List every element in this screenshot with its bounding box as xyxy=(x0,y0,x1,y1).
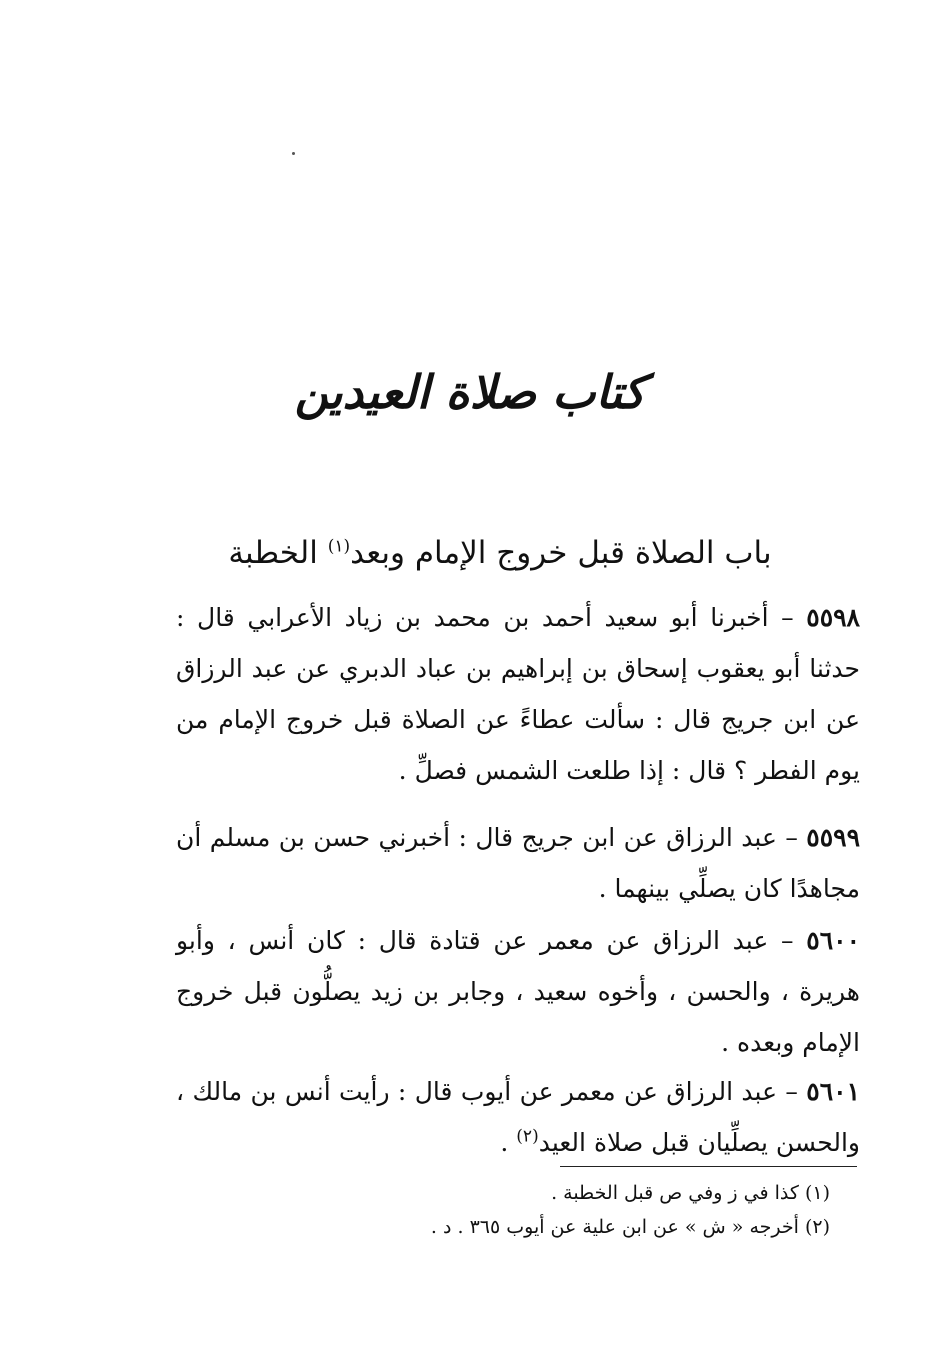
hadith-text: أخبرنا أبو سعيد أحمد بن محمد بن زياد الأعرابي قال : حدثنا أبو يعقوب إسحاق بن إبراهيم بن عباد الدبري عن عبد الرزاق عن ابن جريج قال : سألت عطاءً عن الصلاة قبل خروج الإمام من يوم الفطر ؟ قال : إذا طلعت الشمس فصلِّ . xyxy=(176,603,860,785)
hadith-number: ٥٦٠٠ xyxy=(806,926,860,955)
footnote-marker: (٢) xyxy=(804,1216,830,1238)
hadith-text: عبد الرزاق عن معمر عن أيوب قال : رأيت أنس بن مالك ، والحسن يصلِّيان قبل صلاة العيد xyxy=(176,1077,860,1157)
chapter-title-text-end: الخطبة xyxy=(228,535,328,571)
footnote-reference-1: (١) xyxy=(327,536,351,557)
scan-speck xyxy=(292,152,295,155)
chapter-title xyxy=(200,528,800,578)
hadith-text-end: . xyxy=(500,1128,517,1157)
hadith-paragraph: ٥٥٩٩ – عبد الرزاق عن ابن جريج قال : أخبرني حسن بن مسلم أن مجاهدًا كان يصلِّي بينهما . xyxy=(176,823,860,903)
hadith-number: ٥٥٩٩ xyxy=(806,823,860,852)
hadith-text: عبد الرزاق عن ابن جريج قال : أخبرني حسن بن مسلم أن مجاهدًا كان يصلِّي بينهما . xyxy=(176,823,860,903)
footnote-text: أخرجه « ش » عن ابن علية عن أيوب ٣٦٥ . د . xyxy=(430,1216,799,1238)
footnote xyxy=(240,1176,830,1210)
hadith-number: ٥٦٠١ xyxy=(806,1077,861,1106)
footnote-marker: (١) xyxy=(804,1182,830,1204)
hadith-paragraph: ٥٦٠١ – عبد الرزاق عن معمر عن أيوب قال : رأيت أنس بن مالك ، والحسن يصلِّيان قبل صلاة العيد$^{(٢)}$ . xyxy=(176,1077,861,1157)
footnote-divider xyxy=(560,1166,857,1167)
footnote xyxy=(240,1210,830,1244)
hadith-text: عبد الرزاق عن معمر عن قتادة قال : كان أنس ، وأبو هريرة ، والحسن ، وأخوه سعيد ، وجابر بن زيد يصلُّون قبل خروج الإمام وبعده . xyxy=(176,926,860,1057)
chapter-title-text: باب الصلاة قبل خروج الإمام وبعد xyxy=(350,535,772,571)
hadith-paragraph: ٥٦٠٠ – عبد الرزاق عن معمر عن قتادة قال : كان أنس ، وأبو هريرة ، والحسن ، وأخوه سعيد ، وجابر بن زيد يصلُّون قبل خروج الإمام وبعده . xyxy=(176,926,860,1057)
footnotes xyxy=(240,1176,830,1244)
footnote-text: كذا في ز وفي ص قبل الخطبة . xyxy=(551,1182,799,1204)
footnote-reference-2: (٢) xyxy=(516,1126,539,1147)
book-title: كتاب صلاة العيدين xyxy=(294,365,646,419)
hadith-number: ٥٥٩٨ xyxy=(806,603,860,632)
hadith-paragraph: ٥٥٩٨ – أخبرنا أبو سعيد أحمد بن محمد بن زياد الأعرابي قال : حدثنا أبو يعقوب إسحاق بن إبراهيم بن عباد الدبري عن عبد الرزاق عن ابن جريج قال : سألت عطاءً عن الصلاة قبل خروج الإمام من يوم الفطر ؟ قال : إذا طلعت الشمس فصلِّ . xyxy=(176,603,860,785)
